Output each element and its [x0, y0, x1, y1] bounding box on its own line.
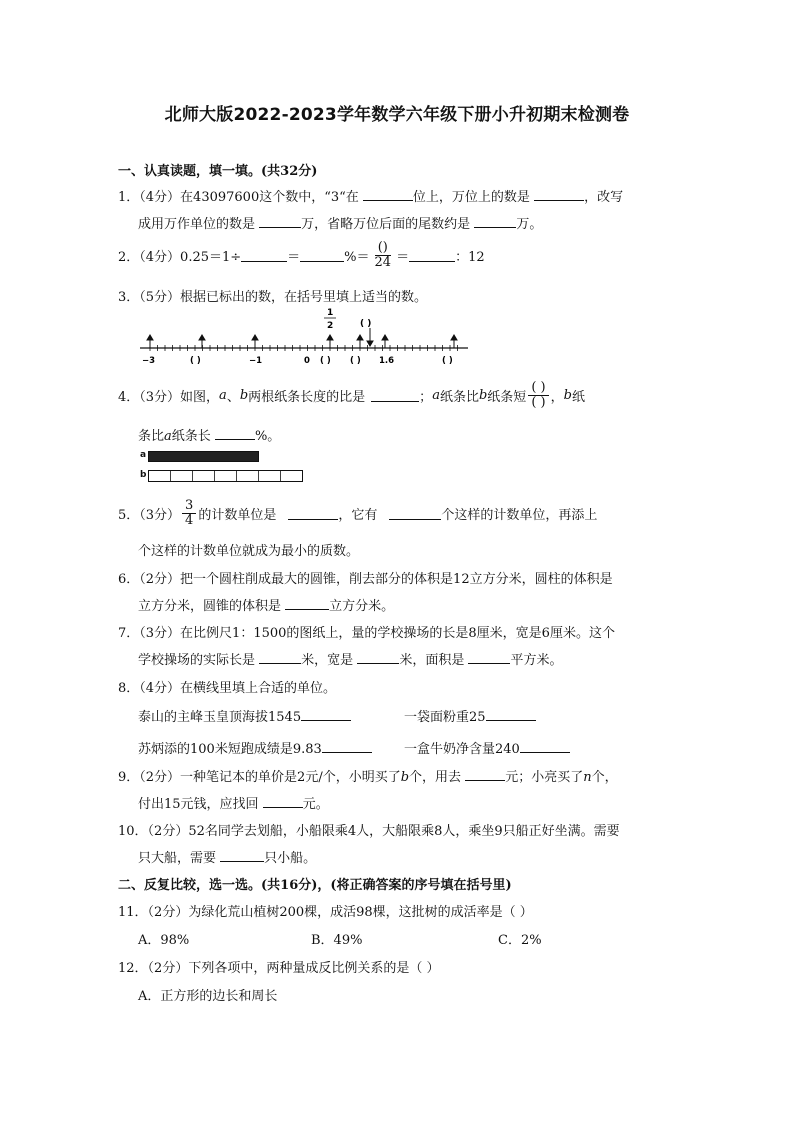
answer-paren[interactable]: ( ): [350, 356, 361, 366]
q2-fraction: [372, 241, 395, 270]
question-6-line-2: [138, 595, 394, 614]
fraction-numerator[interactable]: (): [375, 241, 391, 256]
q1-text: 成用万作单位的数是: [138, 217, 256, 232]
var-n: n: [583, 770, 592, 785]
q9-text: 个，用去: [409, 770, 462, 785]
q7-text: 平方米。: [510, 653, 563, 668]
section-1-heading: 一、认真读题，填一填。(共32分): [118, 164, 318, 179]
question-3: 3．（5分）根据已标出的数，在括号里填上适当的数。: [118, 290, 428, 305]
q4-text: 纸条长: [171, 429, 211, 444]
answer-blank[interactable]: [520, 739, 570, 753]
q9-text: 付出15元钱，应找回: [138, 797, 259, 812]
q9-text: 元。: [302, 797, 329, 812]
question-5-line-1: [118, 495, 597, 531]
q8-item-3: [138, 738, 372, 757]
q1-text: ，改写: [584, 190, 624, 205]
question-9-line-1: [118, 766, 618, 785]
answer-blank[interactable]: [285, 596, 329, 610]
strip-a-label: a: [140, 450, 147, 460]
number-line-arrows: [147, 328, 457, 348]
answer-paren[interactable]: ( ): [320, 356, 331, 366]
q8-item-2: [404, 706, 536, 725]
q4-text: 纸条比: [439, 389, 479, 405]
q7-text: 米，宽是: [301, 653, 354, 668]
question-7-line-2: [138, 649, 562, 668]
tick-label: −3: [142, 356, 156, 366]
question-4-line-1: [118, 378, 585, 412]
answer-blank[interactable]: [259, 214, 301, 228]
var-b: b: [239, 387, 249, 403]
answer-blank[interactable]: [215, 426, 255, 440]
q10-text: 只小船。: [264, 851, 317, 866]
q1-text: 万。: [516, 217, 543, 232]
q1-text: 万，省略万位后面的尾数约是: [301, 217, 471, 232]
q4-text: 纸: [571, 389, 585, 405]
answer-blank[interactable]: [465, 767, 505, 781]
q9-text: 个，: [591, 770, 618, 785]
q1-text: 位上，万位上的数是: [412, 190, 530, 205]
question-7-line-1: 7．（3分）在比例尺1：1500的图纸上，量的学校操场的长是8厘米，宽是6厘米。这个: [118, 626, 615, 641]
fraction-denominator: 24: [374, 254, 392, 270]
q1-prefix: 1．（4分）在43097600这个数中，“3“在: [118, 190, 359, 205]
q10-text: 只大船，需要: [138, 851, 217, 866]
q4-text: 两根纸条长度的比是: [248, 389, 366, 405]
number-line-figure: [138, 306, 472, 368]
question-4-line-2: [138, 425, 280, 444]
q4-text: 纸条短: [487, 389, 527, 405]
question-11: 11．（2分）为绿化荒山植树200棵，成活98棵，这批树的成活率是（ ）: [118, 905, 533, 920]
q5-fraction: [182, 499, 196, 528]
q11-option-a[interactable]: A．98%: [138, 933, 190, 948]
q11-option-c[interactable]: C．2%: [498, 933, 542, 948]
fraction-numerator[interactable]: ( ): [528, 381, 548, 396]
tick-labels: [142, 356, 453, 366]
q8-item-4: [404, 738, 570, 757]
question-9-line-2: [138, 793, 329, 812]
question-1-line-2: [138, 213, 542, 232]
question-10-line-2: [138, 847, 316, 866]
q5-text: 个这样的计数单位，再添上: [441, 507, 598, 523]
var-b: b: [563, 387, 572, 403]
answer-blank[interactable]: [371, 388, 419, 402]
q4-fraction: [528, 381, 548, 410]
q9-text: 元；小亮买了: [505, 770, 584, 785]
q5-text: 的计数单位是: [198, 507, 277, 523]
q2-prefix: 2．（4分）0.25＝1÷: [118, 249, 242, 265]
answer-blank[interactable]: [468, 650, 510, 664]
var-a: a: [219, 387, 227, 403]
answer-paren[interactable]: ( ): [190, 356, 201, 366]
answer-blank[interactable]: [301, 707, 351, 721]
q8-item-text: 一盒牛奶净含量240: [404, 742, 520, 757]
q5-text: ，它有: [338, 507, 378, 523]
fraction-numerator: 1: [327, 308, 334, 318]
strip-b-label: b: [140, 470, 147, 480]
q2-equals: ＝: [287, 249, 301, 265]
question-8: 8．（4分）在横线里填上合适的单位。: [118, 681, 337, 696]
tick-label: 1.6: [379, 356, 395, 366]
q7-text: 学校操场的实际长是: [138, 653, 256, 668]
q8-item-text: 一袋面粉重25: [404, 710, 486, 725]
fraction-numerator: 3: [182, 499, 196, 514]
answer-blank[interactable]: [474, 214, 516, 228]
fraction-denominator: 2: [327, 321, 334, 331]
question-6-line-1: 6．（2分）把一个圆柱削成最大的圆锥，削去部分的体积是12立方分米，圆柱的体积是: [118, 572, 613, 587]
answer-paren[interactable]: ( ): [360, 319, 372, 329]
q8-item-text: 苏炳添的100米短跑成绩是9.83: [138, 742, 322, 757]
answer-blank[interactable]: [363, 187, 413, 201]
answer-blank[interactable]: [389, 506, 441, 520]
var-b: b: [478, 387, 488, 403]
q2-equals: ＝: [396, 249, 410, 265]
q2-percent: %＝: [344, 249, 370, 265]
answer-blank[interactable]: [288, 506, 338, 520]
var-b: b: [400, 770, 410, 785]
q4-text: %。: [254, 429, 281, 444]
var-a: a: [164, 429, 172, 444]
q4-text: 条比: [138, 429, 165, 444]
q5-prefix: 5．（3分）: [118, 507, 181, 523]
q8-item-text: 泰山的主峰玉皇顶海拔1545: [138, 710, 302, 725]
section-2-heading: 二、反复比较，选一选。(共16分)，(将正确答案的序号填在括号里): [118, 878, 512, 893]
q6-text: 立方分米，圆锥的体积是: [138, 599, 282, 614]
question-5-line-2: 个这样的计数单位就成为最小的质数。: [138, 544, 360, 559]
q9-text: 9．（2分）一种笔记本的单价是2元/个，小明买了: [118, 770, 401, 785]
top-labels: [324, 308, 371, 331]
answer-paren[interactable]: ( ): [442, 356, 453, 366]
question-1-line-1: [118, 186, 623, 205]
q4-text: 、: [226, 389, 240, 405]
strip-b: [148, 470, 306, 483]
answer-blank[interactable]: [259, 650, 301, 664]
fraction-denominator: 4: [185, 512, 194, 528]
var-a: a: [432, 387, 440, 403]
question-12: 12．（2分）下列各项中，两种量成反比例关系的是（ ）: [118, 961, 440, 976]
tick-label: −1: [249, 356, 263, 366]
q7-text: 米，面积是: [399, 653, 465, 668]
q4-prefix: 4．（3分）如图，: [118, 389, 220, 405]
q2-ratio: ：12: [455, 249, 485, 265]
q6-text: 立方分米。: [329, 599, 395, 614]
q11-option-b[interactable]: B．49%: [311, 933, 363, 948]
answer-blank[interactable]: [486, 707, 536, 721]
answer-blank[interactable]: [322, 739, 372, 753]
fraction-denominator[interactable]: ( ): [531, 394, 546, 410]
answer-blank[interactable]: [300, 248, 344, 262]
answer-blank[interactable]: [409, 248, 455, 262]
q12-option-a[interactable]: A．正方形的边长和周长: [138, 989, 278, 1004]
answer-blank[interactable]: [220, 848, 264, 862]
answer-blank[interactable]: [534, 187, 584, 201]
page-title: 北师大版2022-2023学年数学六年级下册小升初期末检测卷: [164, 105, 630, 125]
tick-label: 0: [304, 356, 310, 366]
question-2: [118, 238, 485, 272]
q4-text: ，: [550, 389, 564, 405]
answer-blank[interactable]: [241, 248, 287, 262]
q8-item-1: [138, 706, 351, 725]
answer-blank[interactable]: [357, 650, 399, 664]
question-10-line-1: 10．（2分）52名同学去划船，小船限乘4人，大船限乘8人，乘坐9只船正好坐满。需要: [118, 824, 620, 839]
answer-blank[interactable]: [263, 794, 303, 808]
q4-text: ；: [419, 389, 433, 405]
strip-a: [148, 451, 259, 462]
